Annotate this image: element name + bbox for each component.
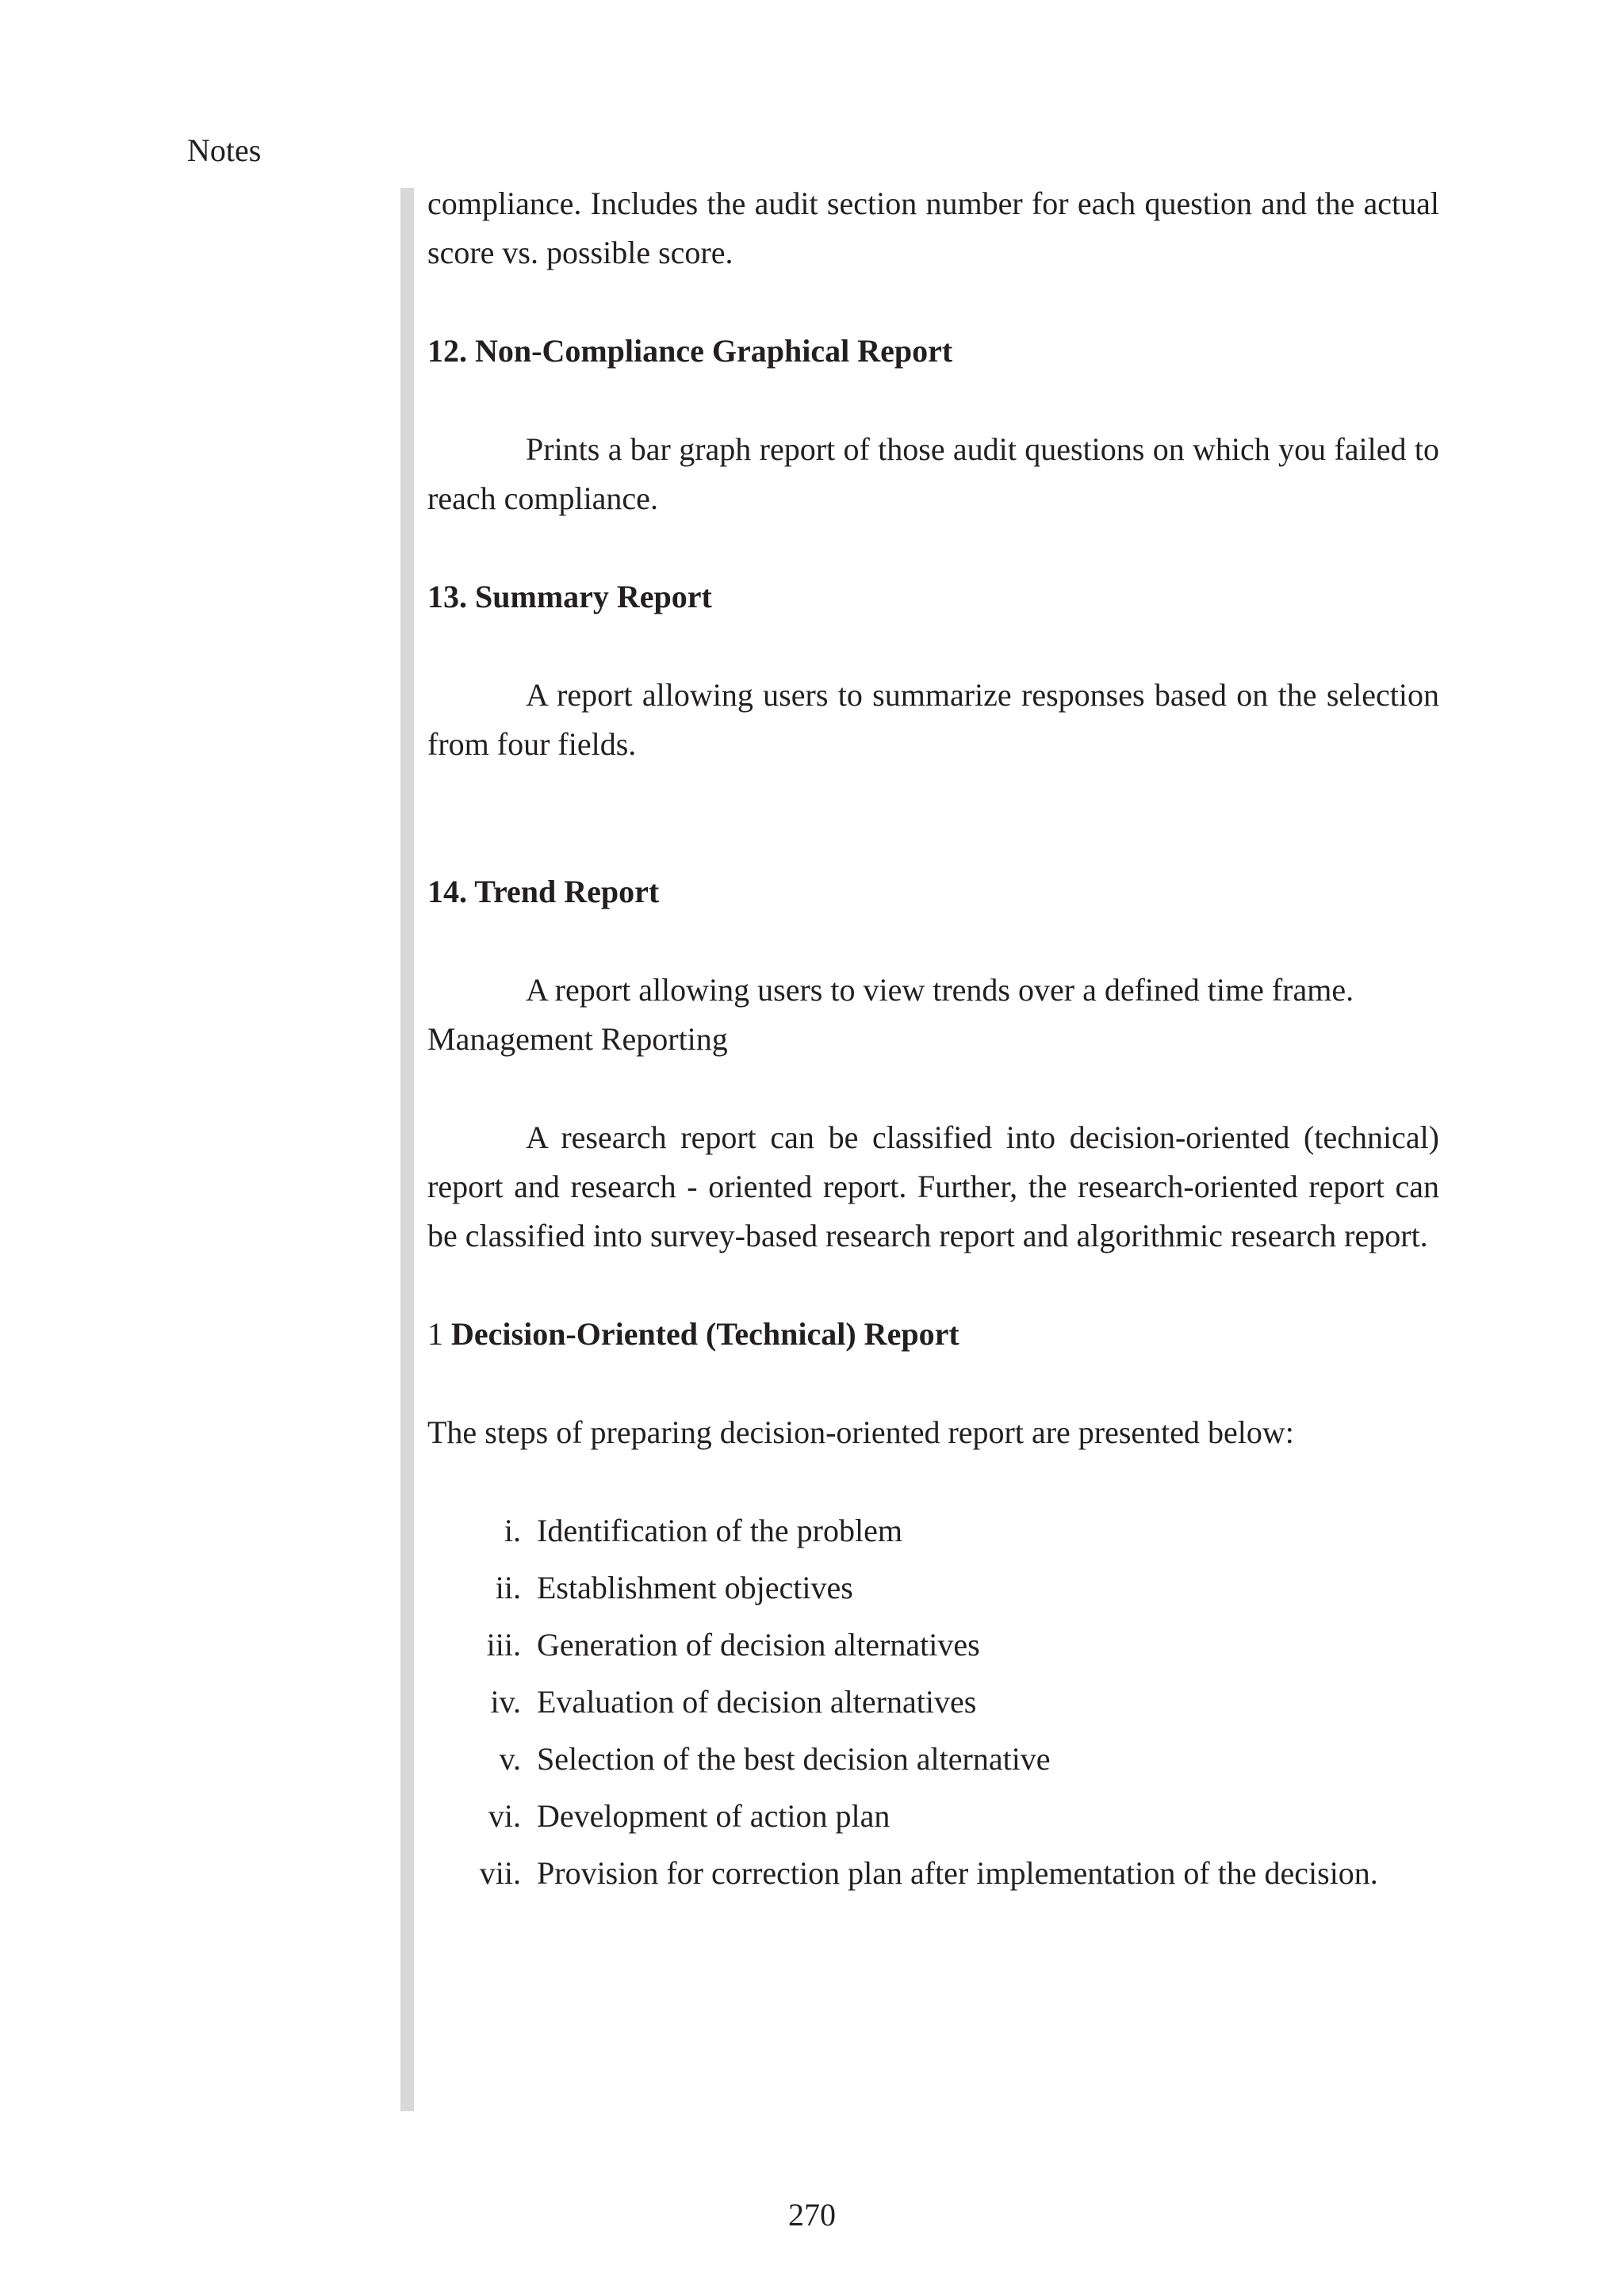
decision-oriented-heading bbox=[427, 1310, 1439, 1359]
management-reporting-line: Management Reporting bbox=[427, 1021, 728, 1057]
list-numeral: ii. bbox=[495, 1570, 521, 1605]
list-item bbox=[427, 1678, 1439, 1735]
section-12-heading: 12. Non-Compliance Graphical Report bbox=[427, 333, 953, 369]
section-14-text: A report allowing users to view trends over a defined time frame. bbox=[526, 972, 1354, 1008]
page-content bbox=[427, 179, 1439, 1906]
notes-margin-label: Notes bbox=[187, 132, 262, 168]
page-number: 270 bbox=[788, 2197, 836, 2233]
list-item-text: Identification of the problem bbox=[537, 1513, 902, 1548]
margin-rule bbox=[400, 188, 414, 2111]
list-numeral: i. bbox=[504, 1513, 521, 1548]
section-12-text: Prints a bar graph report of those audit questions on which you failed to reach compliance. bbox=[427, 431, 1439, 516]
list-numeral: iii. bbox=[486, 1627, 521, 1663]
steps-intro: The steps of preparing decision-oriented report are presented below: bbox=[427, 1414, 1294, 1450]
classification-paragraph: A research report can be classified into decision-oriented (technical) report and research - oriented report. Further, the research-oriented report can be classified into survey-based research report and algorithmic research report. bbox=[427, 1119, 1439, 1253]
list-item bbox=[427, 1621, 1439, 1678]
list-item-text: Development of action plan bbox=[537, 1798, 891, 1834]
list-item bbox=[427, 1849, 1439, 1906]
list-numeral: v. bbox=[499, 1741, 521, 1777]
list-item-text: Generation of decision alternatives bbox=[537, 1627, 980, 1663]
intro-paragraph: compliance. Includes the audit section number for each question and the actual score vs. possible score. bbox=[427, 186, 1439, 270]
list-item-text: Provision for correction plan after implementation of the decision. bbox=[537, 1855, 1378, 1891]
list-numeral: vii. bbox=[479, 1855, 521, 1891]
steps-list bbox=[427, 1506, 1439, 1906]
section-13-heading: 13. Summary Report bbox=[427, 579, 712, 614]
list-numeral: iv. bbox=[490, 1684, 521, 1720]
list-item-text: Establishment objectives bbox=[537, 1570, 853, 1605]
section-13-text: A report allowing users to summarize responses based on the selection from four fields. bbox=[427, 677, 1439, 762]
list-item bbox=[427, 1563, 1439, 1621]
list-item bbox=[427, 1506, 1439, 1563]
list-item bbox=[427, 1735, 1439, 1792]
list-item bbox=[427, 1792, 1439, 1849]
list-item-text: Selection of the best decision alternative bbox=[537, 1741, 1051, 1777]
decision-heading-number: 1 bbox=[427, 1316, 443, 1352]
list-numeral: vi. bbox=[488, 1798, 521, 1834]
list-item-text: Evaluation of decision alternatives bbox=[537, 1684, 977, 1720]
decision-heading-title: Decision-Oriented (Technical) Report bbox=[451, 1316, 959, 1352]
section-14-heading: 14. Trend Report bbox=[427, 874, 660, 909]
